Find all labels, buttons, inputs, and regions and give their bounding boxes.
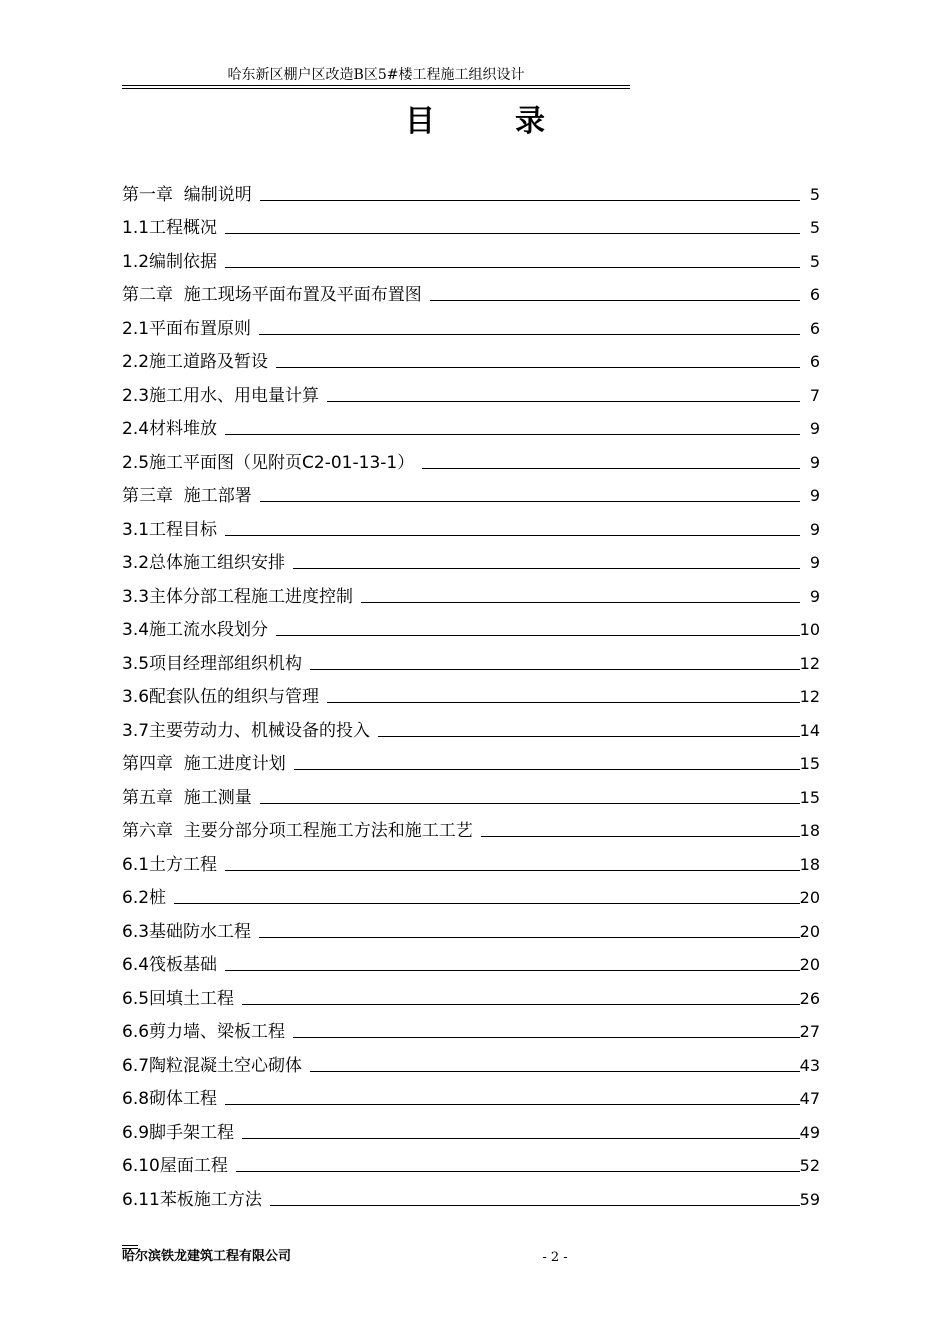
toc-entry-page: 7 xyxy=(809,385,820,405)
toc-entry-label: 6.6剪力墙、梁板工程 xyxy=(122,1022,286,1042)
toc-leader xyxy=(225,1104,800,1105)
toc-entry-label: 3.7主要劳动力、机械设备的投入 xyxy=(122,720,371,741)
toc-leader xyxy=(236,1171,800,1172)
toc-entry[interactable] xyxy=(122,708,822,742)
toc-leader xyxy=(481,836,800,837)
toc-entry-page: 49 xyxy=(799,1122,820,1142)
toc-entry[interactable] xyxy=(122,273,822,307)
toc-leader xyxy=(225,434,800,435)
toc-leader xyxy=(430,300,800,301)
toc-entry[interactable] xyxy=(122,976,822,1010)
footer-rule xyxy=(122,1245,138,1246)
toc-entry-page: 6 xyxy=(809,318,820,338)
table-of-contents xyxy=(122,172,822,1211)
toc-leader xyxy=(225,970,800,971)
toc-entry[interactable] xyxy=(122,373,822,407)
toc-entry-page: 6 xyxy=(809,352,820,371)
running-header: 哈东新区棚户区改造B区5#楼工程施工组织设计 xyxy=(122,66,630,86)
header-rule xyxy=(122,88,630,89)
toc-entry[interactable] xyxy=(122,1010,822,1044)
toc-entry-label: 6.9脚手架工程 xyxy=(122,1122,235,1143)
toc-entry-label: 3.2总体施工组织安排 xyxy=(122,553,286,573)
toc-entry-label: 第一章 编制说明 xyxy=(122,184,252,205)
toc-entry-page: 20 xyxy=(799,921,820,941)
page-title: 目录 xyxy=(405,104,625,139)
toc-entry-label: 6.2桩 xyxy=(122,888,167,908)
toc-entry-page: 43 xyxy=(799,1055,820,1075)
toc-entry-page: 5 xyxy=(809,184,820,204)
toc-entry[interactable] xyxy=(122,507,822,541)
toc-leader xyxy=(260,501,800,502)
toc-entry-page: 9 xyxy=(809,452,820,472)
toc-entry[interactable] xyxy=(122,407,822,441)
toc-leader xyxy=(293,1037,800,1038)
toc-leader xyxy=(310,669,800,670)
toc-entry-label: 6.5回填土工程 xyxy=(122,988,235,1009)
toc-leader xyxy=(310,1071,800,1072)
toc-entry[interactable] xyxy=(122,340,822,374)
toc-entry-page: 47 xyxy=(799,1089,820,1108)
toc-entry-page: 12 xyxy=(799,653,820,673)
toc-leader xyxy=(276,635,800,636)
toc-entry-page: 5 xyxy=(809,218,820,237)
toc-leader xyxy=(174,903,800,904)
toc-leader xyxy=(270,1205,800,1206)
toc-entry[interactable] xyxy=(122,876,822,910)
toc-leader xyxy=(361,602,800,603)
toc-entry-label: 2.5施工平面图（见附页C2-01-13-1） xyxy=(122,452,415,473)
toc-entry-page: 14 xyxy=(799,720,820,740)
toc-leader xyxy=(294,769,800,770)
toc-entry[interactable] xyxy=(122,608,822,642)
toc-entry[interactable] xyxy=(122,474,822,508)
toc-entry[interactable] xyxy=(122,541,822,575)
toc-entry-label: 3.3主体分部工程施工进度控制 xyxy=(122,586,354,607)
toc-entry-page: 6 xyxy=(809,285,820,304)
toc-entry[interactable] xyxy=(122,206,822,240)
toc-entry-label: 6.8砌体工程 xyxy=(122,1089,218,1109)
footer-page-number: - 2 - xyxy=(542,1250,568,1265)
toc-leader xyxy=(225,233,800,234)
toc-leader xyxy=(378,736,800,737)
toc-leader xyxy=(242,1138,800,1139)
toc-leader xyxy=(422,468,800,469)
toc-leader xyxy=(225,870,800,871)
toc-entry-page: 10 xyxy=(799,620,820,639)
toc-entry-label: 2.4材料堆放 xyxy=(122,419,218,439)
toc-entry-label: 1.2编制依据 xyxy=(122,251,218,272)
toc-entry-label: 6.3基础防水工程 xyxy=(122,921,252,942)
toc-entry-page: 52 xyxy=(799,1156,820,1175)
toc-entry-label: 1.1工程概况 xyxy=(122,218,218,238)
toc-entry-page: 27 xyxy=(799,1022,820,1041)
toc-leader xyxy=(327,401,800,402)
toc-entry-label: 3.1工程目标 xyxy=(122,519,218,540)
toc-entry-page: 9 xyxy=(809,553,820,572)
toc-leader xyxy=(225,535,800,536)
toc-entry[interactable] xyxy=(122,641,822,675)
toc-entry-page: 9 xyxy=(809,486,820,505)
toc-entry-page: 9 xyxy=(809,419,820,438)
toc-entry-label: 第六章 主要分部分项工程施工方法和施工工艺 xyxy=(122,821,473,841)
toc-entry[interactable] xyxy=(122,742,822,776)
toc-entry[interactable] xyxy=(122,1077,822,1111)
toc-entry[interactable] xyxy=(122,675,822,709)
toc-entry[interactable] xyxy=(122,909,822,943)
toc-entry-page: 15 xyxy=(799,787,820,807)
toc-leader xyxy=(260,200,800,201)
toc-entry-label: 6.7陶粒混凝土空心砌体 xyxy=(122,1055,303,1076)
toc-entry[interactable] xyxy=(122,809,822,843)
toc-entry[interactable] xyxy=(122,1043,822,1077)
toc-entry-label: 6.1土方工程 xyxy=(122,854,218,875)
toc-entry-label: 2.1平面布置原则 xyxy=(122,318,252,339)
toc-entry[interactable] xyxy=(122,842,822,876)
toc-entry-label: 第四章 施工进度计划 xyxy=(122,754,286,774)
toc-entry-label: 3.4施工流水段划分 xyxy=(122,620,269,640)
toc-leader xyxy=(259,937,800,938)
toc-entry-label: 6.10屋面工程 xyxy=(122,1156,228,1176)
toc-entry-label: 6.4筏板基础 xyxy=(122,955,218,975)
toc-leader xyxy=(327,702,800,703)
toc-leader xyxy=(259,334,800,335)
toc-entry-page: 5 xyxy=(809,251,820,271)
toc-leader xyxy=(293,568,800,569)
toc-entry-page: 9 xyxy=(809,519,820,539)
toc-entry[interactable] xyxy=(122,574,822,608)
toc-entry[interactable] xyxy=(122,1110,822,1144)
toc-entry-page: 9 xyxy=(809,586,820,606)
toc-leader xyxy=(276,367,800,368)
footer-company: 哈尔滨铁龙建筑工程有限公司 xyxy=(122,1249,292,1264)
toc-entry-label: 第五章 施工测量 xyxy=(122,787,252,808)
toc-entry-label: 6.11苯板施工方法 xyxy=(122,1189,262,1210)
toc-entry[interactable] xyxy=(122,306,822,340)
toc-entry-page: 12 xyxy=(799,687,820,706)
toc-leader xyxy=(242,1004,800,1005)
toc-entry-label: 第三章 施工部署 xyxy=(122,486,252,506)
toc-entry-page: 20 xyxy=(799,888,820,907)
toc-entry-page: 18 xyxy=(799,821,820,840)
toc-leader xyxy=(260,803,800,804)
toc-entry[interactable] xyxy=(122,440,822,474)
toc-entry[interactable] xyxy=(122,1144,822,1178)
toc-entry[interactable] xyxy=(122,1177,822,1211)
toc-entry-page: 59 xyxy=(799,1189,820,1209)
toc-entry[interactable] xyxy=(122,775,822,809)
toc-entry-page: 26 xyxy=(799,988,820,1008)
toc-entry[interactable] xyxy=(122,172,822,206)
toc-entry-label: 2.2施工道路及暂设 xyxy=(122,352,269,372)
toc-entry-label: 第二章 施工现场平面布置及平面布置图 xyxy=(122,285,422,305)
toc-entry-label: 3.6配套队伍的组织与管理 xyxy=(122,687,320,707)
toc-leader xyxy=(225,267,800,268)
toc-entry[interactable] xyxy=(122,943,822,977)
toc-entry[interactable] xyxy=(122,239,822,273)
toc-entry-label: 3.5项目经理部组织机构 xyxy=(122,653,303,674)
toc-entry-page: 20 xyxy=(799,955,820,974)
toc-entry-page: 18 xyxy=(799,854,820,874)
toc-entry-page: 15 xyxy=(799,754,820,773)
toc-entry-label: 2.3施工用水、用电量计算 xyxy=(122,385,320,406)
